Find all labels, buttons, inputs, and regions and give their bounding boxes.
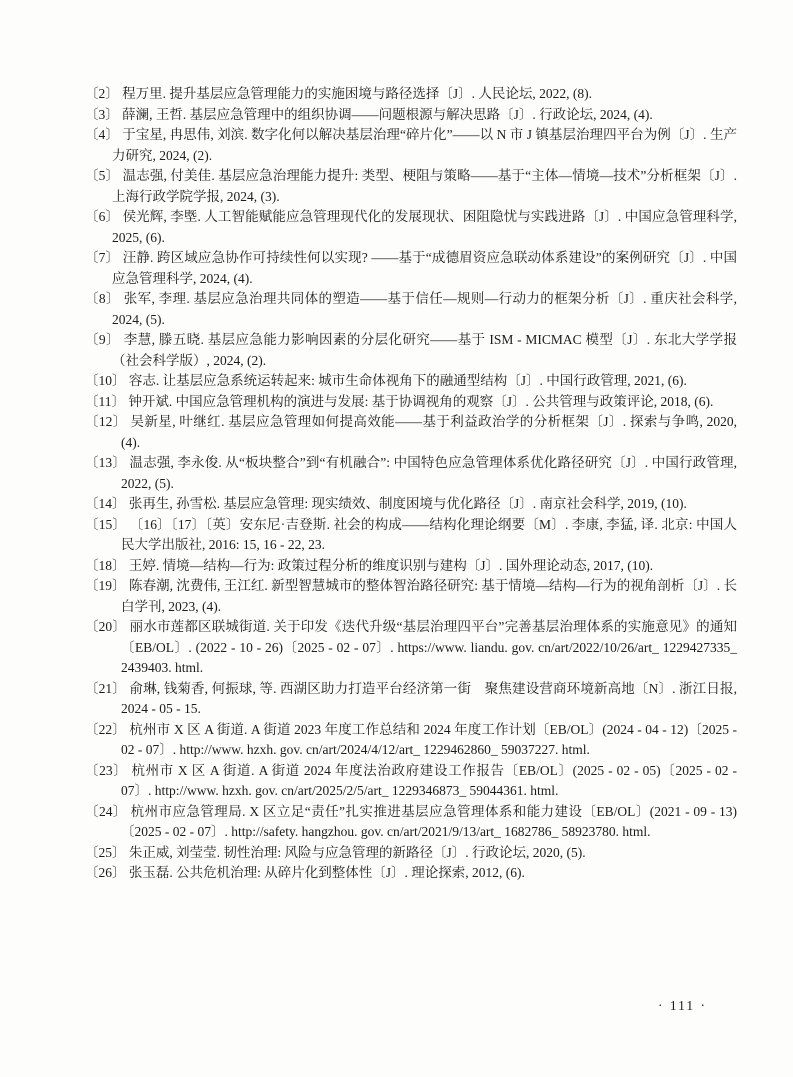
reference-item bbox=[85, 576, 737, 617]
reference-number: 〔9〕 bbox=[85, 332, 120, 347]
reference-item bbox=[85, 863, 737, 884]
reference-text: 于宝星, 冉思伟, 刘滨. 数字化何以解决基层治理“碎片化”——以 N 市 J 镇基层治理四平台为例〔J〕. 生产力研究, 2024, (2). bbox=[112, 127, 737, 163]
reference-item bbox=[85, 125, 737, 166]
reference-item bbox=[85, 453, 737, 494]
reference-text: 侯光辉, 李塈. 人工智能赋能应急管理现代化的发展现状、困阻隐忧与实践进路〔J〕. 中国应急管理科学, 2025, (6). bbox=[112, 209, 737, 245]
reference-item bbox=[85, 556, 737, 577]
reference-item bbox=[85, 84, 737, 105]
reference-number: 〔21〕 bbox=[85, 680, 126, 696]
reference-item bbox=[85, 802, 737, 843]
reference-number: 〔24〕 bbox=[85, 803, 127, 819]
reference-text: 杭州市 X 区 A 街道. A 街道 2024 年度法治政府建设工作报告〔EB/OL〕(2025 - 02 - 05)〔2025 - 02 - 07〕. http://www. hzxh. gov. cn/art/2025/2/5/art_ 1229346873_ 59044361. html. bbox=[121, 762, 738, 798]
reference-text: 杭州市 X 区 A 街道. A 街道 2023 年度工作总结和 2024 年度工作计划〔EB/OL〕(2024 - 04 - 12)〔2025 - 02 - 07〕. http://www. hzxh. gov. cn/art/2024/4/12/art_ 1229462860_ 59037227. html. bbox=[121, 721, 738, 757]
reference-item bbox=[85, 843, 737, 864]
reference-number: 〔20〕 bbox=[85, 619, 127, 634]
reference-text: 程万里. 提升基层应急管理能力的实施困境与路径选择〔J〕. 人民论坛, 2022, (8). bbox=[122, 86, 592, 101]
reference-number: 〔19〕 bbox=[85, 578, 126, 593]
reference-text: 陈春潮, 沈费伟, 王江红. 新型智慧城市的整体智治路径研究: 基于情境—结构—行为的视角剖析〔J〕. 长白学刊, 2023, (4). bbox=[121, 578, 738, 614]
reference-number: 〔15〕 bbox=[85, 516, 127, 532]
reference-item bbox=[85, 371, 737, 392]
reference-item bbox=[85, 248, 737, 289]
reference-number: 〔7〕 bbox=[85, 250, 120, 265]
reference-text: 张军, 李理. 基层应急治理共同体的塑造——基于信任—规则—行动力的框架分析〔J〕. 重庆社会科学, 2024, (5). bbox=[112, 291, 737, 327]
reference-text: 温志强, 李永俊. 从“板块整合”到“有机融合”: 中国特色应急管理体系优化路径研究〔J〕. 中国行政管理, 2022, (5). bbox=[121, 455, 738, 491]
reference-item bbox=[85, 166, 737, 207]
reference-number: 〔2〕 bbox=[85, 86, 119, 101]
reference-number: 〔13〕 bbox=[85, 455, 126, 470]
reference-text: 李慧, 滕五晓. 基层应急能力影响因素的分层化研究——基于 ISM - MICMAC 模型〔J〕. 东北大学学报（社会科学版）, 2024, (2). bbox=[112, 332, 738, 368]
reference-number: 〔5〕 bbox=[85, 168, 120, 183]
reference-number: 〔10〕 bbox=[85, 373, 126, 388]
reference-item bbox=[85, 761, 737, 802]
reference-text: 吴新星, 叶继红. 基层应急管理如何提高效能——基于利益政治学的分析框架〔J〕. 探索与争鸣, 2020, (4). bbox=[121, 414, 737, 450]
reference-text: 钟开斌. 中国应急管理机构的演进与发展: 基于协调视角的观察〔J〕. 公共管理与政策评论, 2018, (6). bbox=[128, 393, 714, 409]
reference-text: 俞琳, 钱菊香, 何振球, 等. 西湖区助力打造平台经济第一街 聚焦建设营商环境新高地〔N〕. 浙江日报, 2024 - 05 - 15. bbox=[121, 680, 738, 716]
reference-number: 〔22〕 bbox=[85, 721, 126, 737]
reference-text: 丽水市莲都区联城街道. 关于印发《迭代升级“基层治理四平台”完善基层治理体系的实施意见》的通知〔EB/OL〕. (2022 - 10 - 26)〔2025 - 02 - 07〕. https://www. liandu. gov. cn/art/2022/10/26/art_ 1229427335_ 2439403. html. bbox=[121, 619, 738, 675]
reference-number: 〔12〕 bbox=[85, 414, 127, 429]
reference-number: 〔26〕 bbox=[85, 865, 126, 880]
reference-item bbox=[85, 494, 737, 515]
reference-text: 杭州市应急管理局. X 区立足“责任”扎实推进基层应急管理体系和能力建设〔EB/OL〕(2021 - 09 - 13)〔2025 - 02 - 07〕. http://safety. hangzhou. gov. cn/art/2021/9/13/art_ 1682786_ 58923780. html. bbox=[121, 803, 738, 839]
reference-number: 〔8〕 bbox=[85, 291, 120, 306]
reference-item bbox=[85, 392, 737, 413]
reference-text: 薛澜, 王哲. 基层应急管理中的组织协调——问题根源与解决思路〔J〕. 行政论坛, 2024, (4). bbox=[122, 106, 653, 122]
reference-item bbox=[85, 679, 737, 720]
reference-text: 容志. 让基层应急系统运转起来: 城市生命体视角下的融通型结构〔J〕. 中国行政管理, 2021, (6). bbox=[128, 373, 687, 388]
reference-number: 〔11〕 bbox=[85, 393, 125, 409]
reference-text: 朱正威, 刘莹莹. 韧性治理: 风险与应急管理的新路径〔J〕. 行政论坛, 2020, (5). bbox=[128, 844, 586, 860]
reference-item bbox=[85, 330, 737, 371]
reference-text: 汪静. 跨区域应急协作可持续性何以实现? ——基于“成德眉资应急联动体系建设”的案例研究〔J〕. 中国应急管理科学, 2024, (4). bbox=[112, 250, 737, 286]
reference-number: 〔25〕 bbox=[85, 844, 126, 860]
reference-number: 〔3〕 bbox=[85, 106, 119, 122]
reference-text: 张玉磊. 公共危机治理: 从碎片化到整体性〔J〕. 理论探索, 2012, (6). bbox=[128, 865, 525, 880]
reference-number: 〔18〕 bbox=[85, 557, 126, 573]
reference-text: 〔16〕〔17〕〔英〕安东尼·吉登斯. 社会的构成——结构化理论纲要〔M〕. 李康, 李猛, 译. 北京: 中国人民大学出版社, 2016: 15, 16 - 22, 23. bbox=[121, 516, 738, 552]
reference-text: 温志强, 付美佳. 基层应急治理能力提升: 类型、梗阻与策略——基于“主体—情境—技术”分析框架〔J〕. 上海行政学院学报, 2024, (3). bbox=[112, 168, 737, 204]
reference-number: 〔23〕 bbox=[85, 762, 128, 778]
reference-number: 〔6〕 bbox=[85, 209, 120, 224]
reference-item bbox=[85, 105, 737, 126]
reference-item bbox=[85, 617, 737, 679]
reference-number: 〔4〕 bbox=[85, 127, 119, 142]
reference-item bbox=[85, 515, 737, 556]
reference-text: 王婷. 情境—结构—行为: 政策过程分析的维度识别与建构〔J〕. 国外理论动态, 2017, (10). bbox=[128, 557, 654, 573]
reference-text: 张再生, 孙雪松. 基层应急管理: 现实绩效、制度困境与优化路径〔J〕. 南京社会科学, 2019, (10). bbox=[128, 496, 687, 511]
reference-item bbox=[85, 720, 737, 761]
reference-item bbox=[85, 412, 737, 453]
reference-item bbox=[85, 207, 737, 248]
reference-item bbox=[85, 289, 737, 330]
reference-number: 〔14〕 bbox=[85, 496, 126, 511]
page-number: · 111 · bbox=[658, 998, 707, 1013]
references-list bbox=[85, 84, 737, 884]
